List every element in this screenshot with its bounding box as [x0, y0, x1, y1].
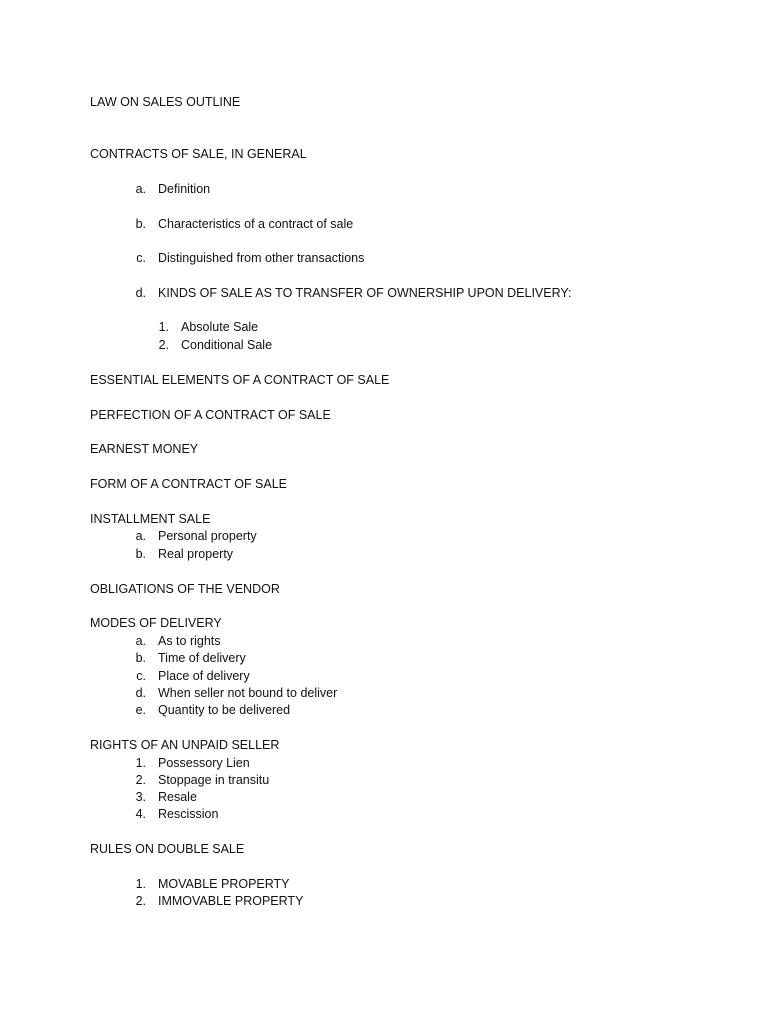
document-title: LAW ON SALES OUTLINE	[90, 95, 241, 109]
item-label: b.	[135, 651, 146, 665]
item-text: Rescission	[158, 807, 219, 821]
item-label: a.	[135, 529, 146, 543]
item-text: As to rights	[158, 634, 221, 648]
item-label: a.	[135, 634, 146, 648]
item-text: KINDS OF SALE AS TO TRANSFER OF OWNERSHIP UPON DELIVERY:	[158, 286, 572, 300]
item-text: Definition	[158, 182, 211, 196]
section-heading-double-sale: RULES ON DOUBLE SALE	[90, 842, 245, 856]
subitem-text: Conditional Sale	[181, 338, 273, 352]
item-label: c.	[136, 669, 146, 683]
section-heading-installment-sale: INSTALLMENT SALE	[90, 512, 211, 526]
item-text: MOVABLE PROPERTY	[158, 877, 290, 891]
item-text: Stoppage in transitu	[158, 773, 270, 787]
item-label: 3.	[135, 790, 146, 804]
item-label: b.	[135, 217, 146, 231]
subitem-label: 1.	[158, 320, 169, 334]
section-heading-essential-elements: ESSENTIAL ELEMENTS OF A CONTRACT OF SALE	[90, 373, 390, 387]
item-text: Possessory Lien	[158, 756, 250, 770]
item-label: e.	[135, 703, 146, 717]
item-label: 2.	[135, 894, 146, 908]
item-text: Place of delivery	[158, 669, 250, 683]
item-text: Resale	[158, 790, 197, 804]
section-heading-earnest-money: EARNEST MONEY	[90, 442, 199, 456]
section-heading-rights-unpaid-seller: RIGHTS OF AN UNPAID SELLER	[90, 738, 280, 752]
item-label: d.	[135, 686, 146, 700]
item-label: 4.	[135, 807, 146, 821]
subitem-label: 2.	[158, 338, 169, 352]
item-text: When seller not bound to deliver	[158, 686, 338, 700]
item-text: Quantity to be delivered	[158, 703, 291, 717]
item-text: Real property	[158, 547, 234, 561]
subitem-text: Absolute Sale	[181, 320, 259, 334]
section-heading-modes-of-delivery: MODES OF DELIVERY	[90, 616, 222, 630]
item-label: b.	[135, 547, 146, 561]
item-label: d.	[135, 286, 146, 300]
item-label: 2.	[135, 773, 146, 787]
item-label: 1.	[135, 877, 146, 891]
section-heading-obligations: OBLIGATIONS OF THE VENDOR	[90, 582, 280, 596]
item-text: Distinguished from other transactions	[158, 251, 365, 265]
item-label: 1.	[135, 756, 146, 770]
item-text: Characteristics of a contract of sale	[158, 217, 354, 231]
item-text: Time of delivery	[158, 651, 246, 665]
section-heading-form: FORM OF A CONTRACT OF SALE	[90, 477, 288, 491]
section-heading-contracts-of-sale: CONTRACTS OF SALE, IN GENERAL	[90, 147, 307, 161]
item-text: Personal property	[158, 529, 257, 543]
item-label: a.	[135, 182, 146, 196]
item-label: c.	[136, 251, 146, 265]
section-heading-perfection: PERFECTION OF A CONTRACT OF SALE	[90, 408, 331, 422]
item-text: IMMOVABLE PROPERTY	[158, 894, 304, 908]
